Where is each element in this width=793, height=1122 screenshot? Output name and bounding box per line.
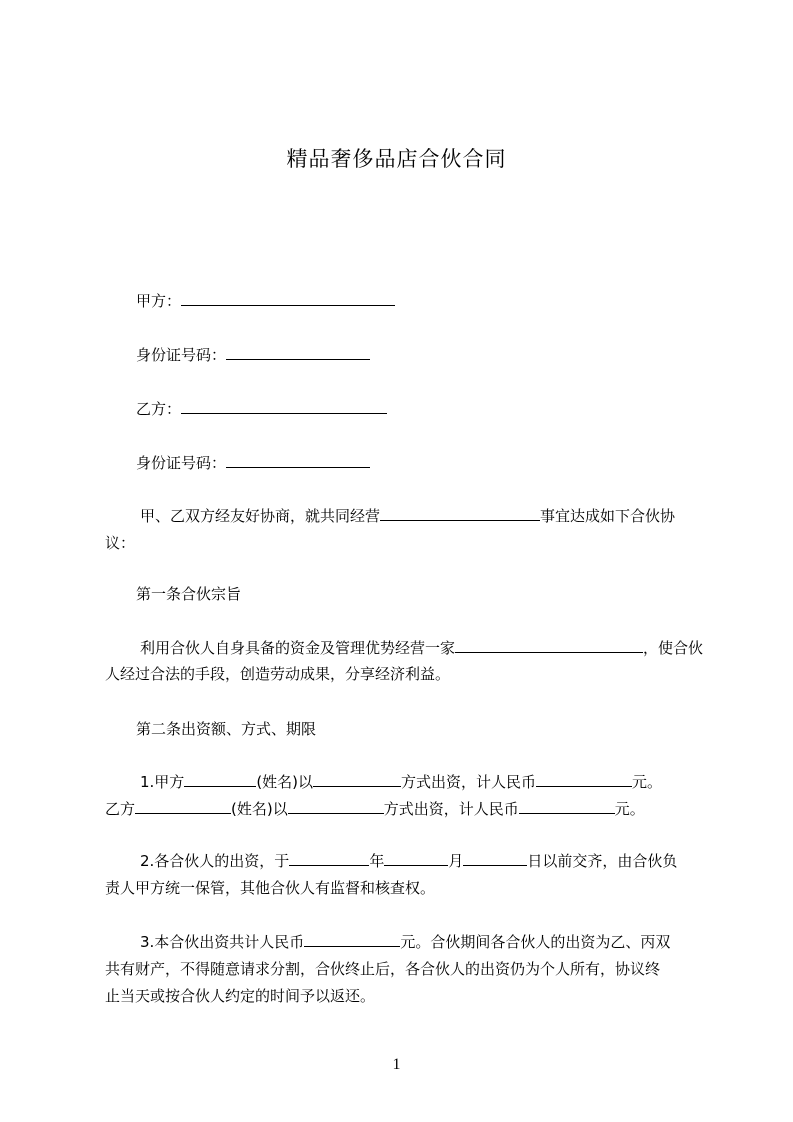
clause1-a-amount-blank [536, 772, 632, 787]
clause2-year-blank [289, 851, 369, 866]
clause1-line-2 [105, 799, 645, 819]
party-a-line [136, 291, 395, 311]
clause1-a-method-blank [313, 772, 401, 787]
clause1-b-prefix: 乙方 [105, 800, 136, 818]
page-number: 1 [392, 1056, 401, 1073]
document-title: 精品奢侈品店合伙合同 [286, 147, 507, 171]
article1-line-1 [140, 638, 703, 658]
clause1-a-name: (姓名)以 [256, 773, 314, 791]
clause3-prefix: 3.本合伙出资共计人民币 [140, 933, 305, 951]
clause2-suffix: 日以前交齐，由合伙负 [527, 852, 678, 870]
clause3-line-3: 止当天或按合伙人约定的时间予以返还。 [105, 987, 376, 1005]
clause3-line-2: 共有财产，不得随意请求分割，合伙终止后，各合伙人的出资仍为个人所有，协议终 [105, 960, 661, 978]
article1-text-part1: 利用合伙人自身具备的资金及管理优势经营一家 [140, 639, 456, 657]
article1-text-part2: ，使合伙 [643, 639, 704, 657]
article1-title: 第一条合伙宗旨 [136, 585, 242, 603]
clause3-line-1 [140, 932, 670, 952]
clause1-a-method: 方式出资，计人民币 [401, 773, 537, 791]
clause3-amount-blank [304, 932, 400, 947]
clause2-month-blank [384, 851, 448, 866]
article1-blank [455, 638, 643, 653]
party-a-label: 甲方： [136, 292, 182, 310]
clause2-line-1 [140, 851, 677, 871]
clause1-b-amount-blank [519, 799, 615, 814]
clause1-a-yuan: 元。 [632, 773, 663, 791]
intro-line-2: 议： [105, 534, 136, 552]
id-label-1: 身份证号码： [136, 346, 227, 364]
party-b-blank [181, 399, 387, 414]
clause1-b-name: (姓名)以 [231, 800, 288, 818]
intro-part2: 事宜达成如下合伙协 [540, 507, 676, 525]
id-line-2 [136, 453, 370, 473]
id-blank-2 [226, 453, 370, 468]
clause2-month: 月 [448, 852, 464, 870]
clause1-b-name-blank [135, 799, 231, 814]
clause2-day-blank [463, 851, 527, 866]
clause1-a-prefix: 1.甲方 [140, 773, 185, 791]
article2-title: 第二条出资额、方式、期限 [136, 720, 317, 738]
intro-line-1 [140, 506, 675, 526]
clause2-year: 年 [369, 852, 385, 870]
id-blank-1 [226, 345, 370, 360]
clause1-b-method: 方式出资，计人民币 [383, 800, 519, 818]
party-b-label: 乙方： [136, 400, 182, 418]
clause1-b-yuan: 元。 [614, 800, 645, 818]
clause2-prefix: 2.各合伙人的出资，于 [140, 852, 290, 870]
party-a-blank [181, 291, 395, 306]
clause3-suffix: 元。合伙期间各合伙人的出资为乙、丙双 [400, 933, 671, 951]
clause1-a-name-blank [184, 772, 256, 787]
party-b-line [136, 399, 387, 419]
clause2-line-2: 责人甲方统一保管，其他合伙人有监督和核查权。 [105, 879, 436, 897]
clause1-line-1 [140, 772, 662, 792]
id-line-1 [136, 345, 370, 365]
id-label-2: 身份证号码： [136, 454, 227, 472]
clause1-b-method-blank [288, 799, 384, 814]
intro-part1: 甲、乙双方经友好协商，就共同经营 [140, 507, 381, 525]
intro-blank [380, 506, 540, 521]
article1-line-2: 人经过合法的手段，创造劳动成果，分享经济利益。 [105, 665, 451, 683]
